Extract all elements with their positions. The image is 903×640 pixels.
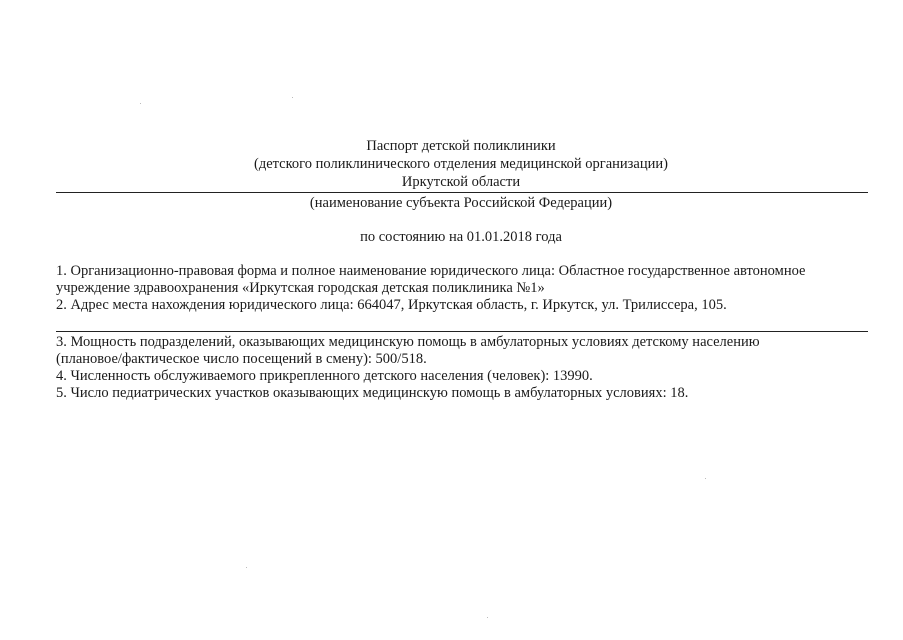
scan-speck (246, 567, 247, 568)
item-2 (56, 297, 876, 314)
scan-speck (292, 97, 293, 98)
document-subtitle: (детского поликлинического отделения медицинской организации) (254, 156, 668, 172)
document-title: Паспорт детской поликлиники (366, 138, 556, 154)
scan-speck (487, 617, 488, 618)
region-caption: (наименование субъекта Российской Федерации) (309, 195, 613, 211)
item-2-text: 2. Адрес места нахождения юридического лица: 664047, Иркутская область, г. Иркутск, ул. Трилиссера, 105. (56, 297, 727, 313)
region-name: Иркутской области (401, 174, 521, 190)
item-4-text: 4. Численность обслуживаемого прикрепленного детского населения (человек): 13990. (56, 368, 593, 384)
item-1-line-1: 1. Организационно-правовая форма и полное наименование юридического лица: Областное государственное автономное (56, 263, 806, 279)
item-5-text: 5. Число педиатрических участков оказывающих медицинскую помощь в амбулаторных условиях: 18. (56, 385, 689, 401)
item-3 (56, 334, 876, 368)
as-of-date: по состоянию на 01.01.2018 года (360, 229, 562, 245)
item-1-line-2: учреждение здравоохранения «Иркутская городская детская поликлиника №1» (56, 280, 545, 296)
scan-speck (705, 478, 706, 479)
item-1 (56, 263, 876, 297)
item-3-line-1: 3. Мощность подразделений, оказывающих медицинскую помощь в амбулаторных условиях детскому населению (56, 334, 760, 350)
region-underline (56, 192, 868, 193)
item-3-line-2: (плановое/фактическое число посещений в смену): 500/518. (56, 351, 427, 367)
section-divider (56, 331, 868, 332)
item-5 (56, 385, 876, 402)
scan-speck (140, 103, 141, 104)
item-4 (56, 368, 876, 385)
